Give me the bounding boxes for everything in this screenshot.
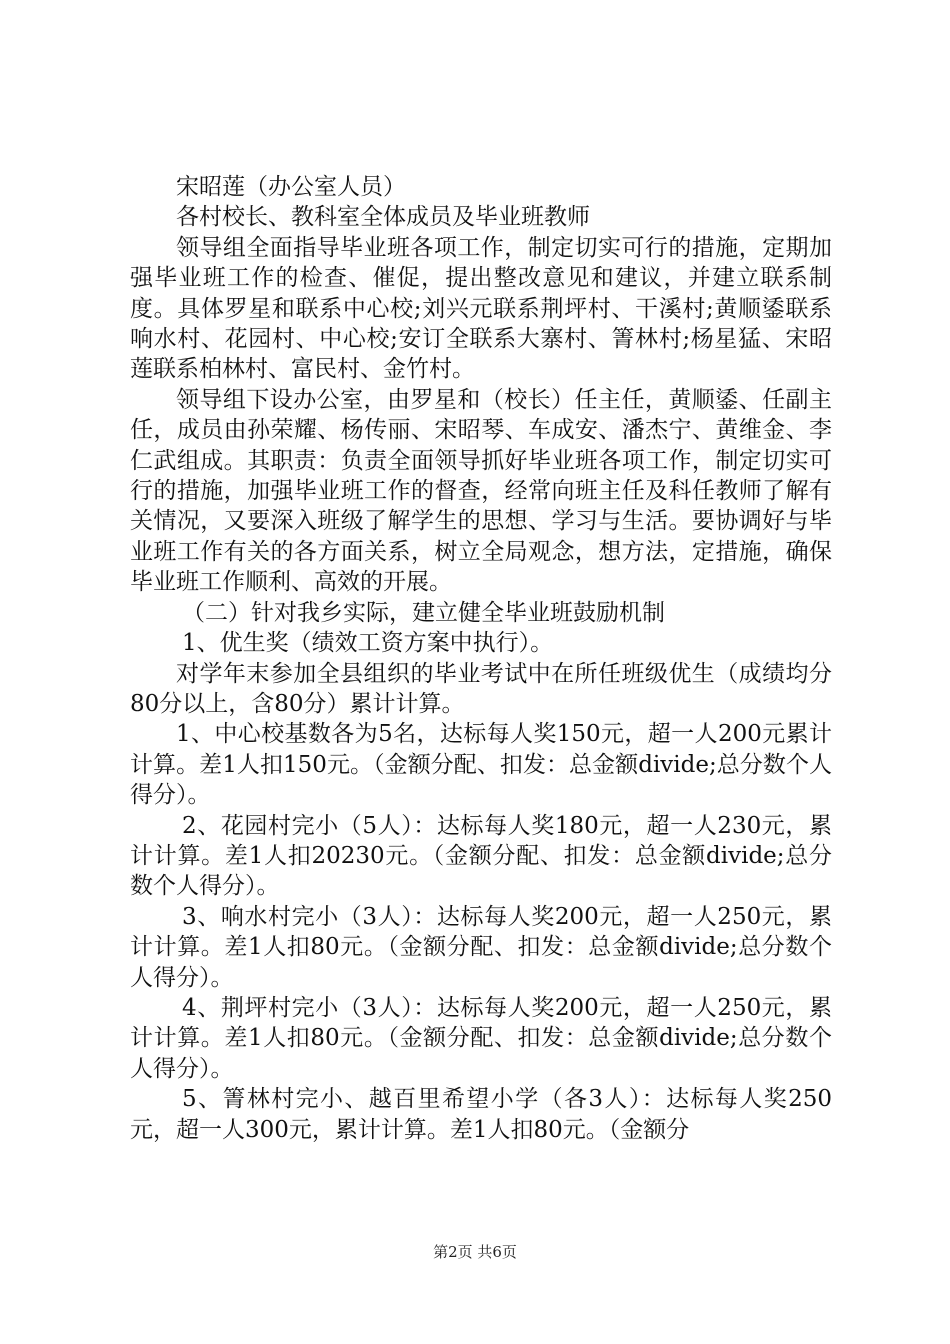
award-item-5: 5、箐林村完小、越百里希望小学（各3人）：达标每人奖250元，超一人300元，累计计算。差1人扣80元。（金额分: [130, 1086, 832, 1143]
document-body: [130, 172, 832, 1145]
page-number-footer: 第2页 共6页: [433, 1243, 517, 1261]
paragraph-1: 宋昭莲（办公室人员）: [176, 174, 406, 200]
paragraph-7: 对学年末参加全县组织的毕业考试中在所任班级优生（成绩均分80分以上，含80分）累计计算。: [130, 660, 832, 717]
paragraph-2: 各村校长、教科室全体成员及毕业班教师: [176, 204, 590, 231]
subheading-excellent-student-award: 1、优生奖（绩效工资方案中执行）。: [182, 630, 554, 657]
award-item-4: 4、荆坪村完小（3人）：达标每人奖200元，超一人250元，累计计算。差1人扣80元。（金额分配、扣发：总金额divide;总分数个人得分）。: [130, 994, 832, 1082]
section-heading-2: （二）针对我乡实际，建立健全毕业班鼓励机制: [182, 599, 665, 626]
award-item-3: 3、响水村完小（3人）：达标每人奖200元，超一人250元，累计计算。差1人扣80元。（金额分配、扣发：总金额divide;总分数个人得分）。: [130, 903, 832, 991]
paragraph-3: 领导组全面指导毕业班各项工作，制定切实可行的措施，定期加强毕业班工作的检查、催促，提出整改意见和建议，并建立联系制度。具体罗星和联系中心校;刘兴元联系荆坪村、干溪村;黄顺鋈联系响水村、花园村、中心校;安订全联系大寨村、箐林村;杨星猛、宋昭莲联系柏林村、富民村、金竹村。: [130, 234, 832, 383]
paragraph-4: 领导组下设办公室，由罗星和（校长）任主任，黄顺鋈、任副主任，成员由孙荣耀、杨传丽、宋昭琴、车成安、潘杰宁、黄维金、李仁武组成。其职责：负责全面领导抓好毕业班各项工作，制定切实可行的措施，加强毕业班工作的督查，经常向班主任及科任教师了解有关情况，又要深入班级了解学生的思想、学习与生活。要协调好与毕业班工作有关的各方面关系，树立全局观念，想方法，定措施，确保毕业班工作顺利、高效的开展。: [130, 386, 832, 596]
award-item-2: 2、花园村完小（5人）：达标每人奖180元，超一人230元，累计计算。差1人扣20230元。（金额分配、扣发：总金额divide;总分数个人得分）。: [130, 812, 832, 900]
award-item-1: 1、中心校基数各为5名，达标每人奖150元，超一人200元累计计算。差1人扣150元。（金额分配、扣发：总金额divide;总分数个人得分）。: [130, 721, 832, 809]
